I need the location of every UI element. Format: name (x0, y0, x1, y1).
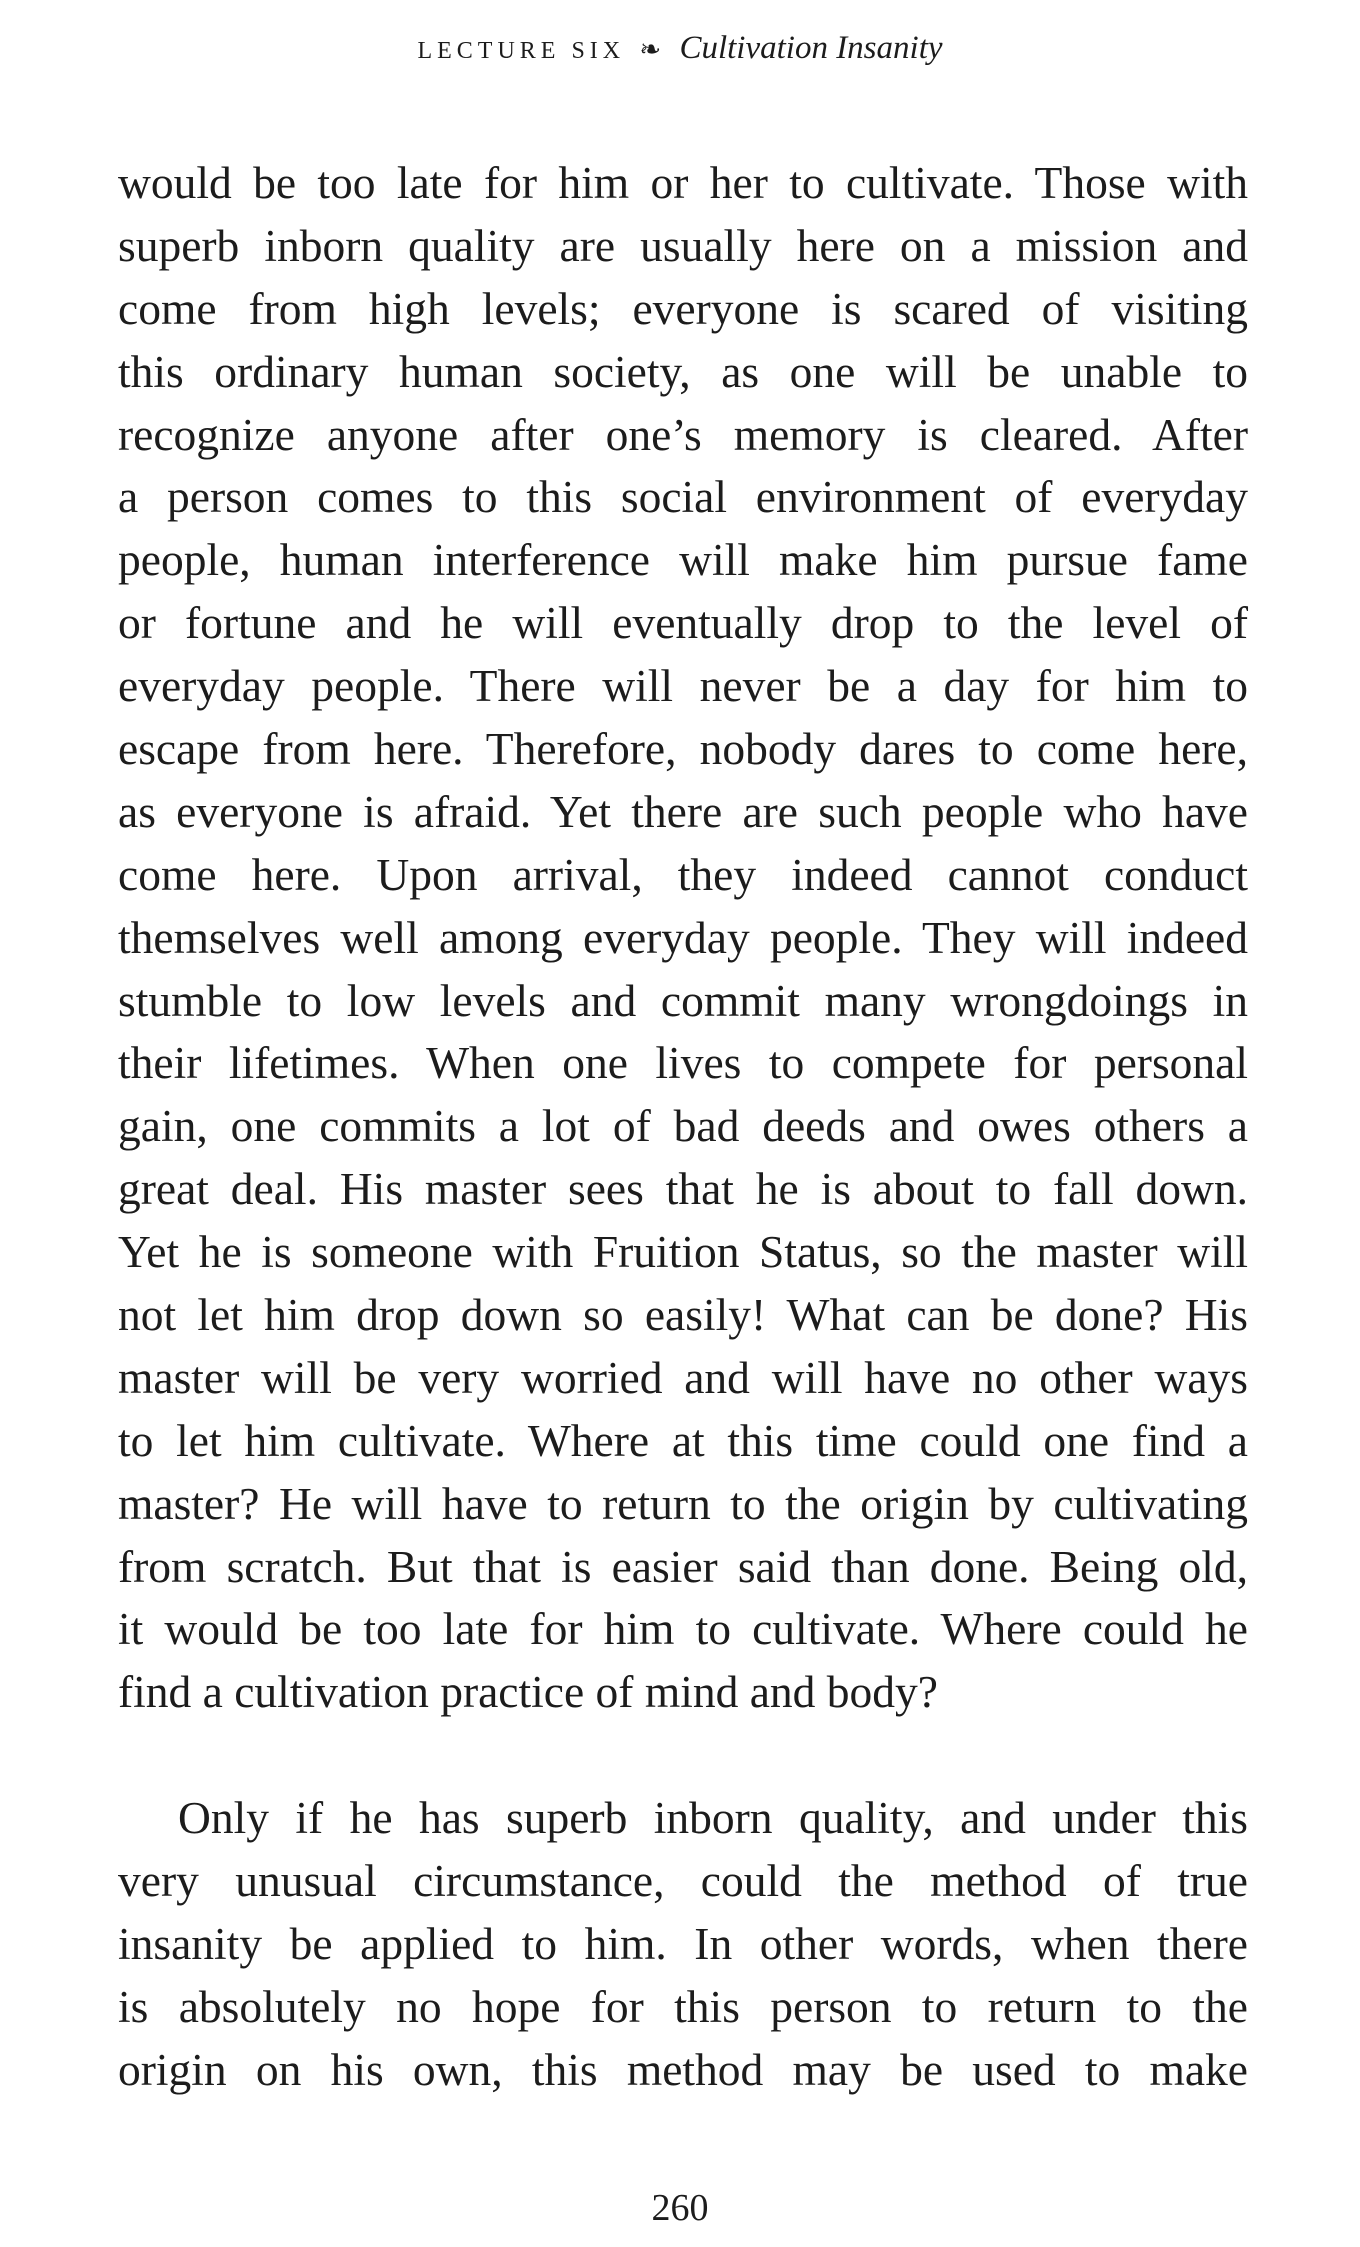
text-line: from scratch. But that is easier said than done. Being old, (118, 1540, 1248, 1592)
text-line: a person comes to this social environment of everyday (118, 471, 1248, 523)
text-line: as everyone is afraid. Yet there are such people who have (118, 785, 1248, 837)
text-line: master? He will have to return to the origin by cultivating (118, 1477, 1248, 1529)
text-line: not let him drop down so easily! What can be done? His (118, 1289, 1248, 1341)
text-line: people, human interference will make him pursue fame (118, 534, 1248, 586)
chapter-title: Cultivation Insanity (679, 30, 943, 66)
paragraph (118, 1787, 1248, 2101)
text-line: it would be too late for him to cultivate. Where could he (118, 1603, 1248, 1655)
text-line: Only if he has superb inborn quality, and under this (178, 1792, 1248, 1844)
page-number: 260 (651, 2187, 709, 2229)
text-line: come from high levels; everyone is scared of visiting (118, 282, 1248, 334)
text-line: is absolutely no hope for this person to return to the (118, 1980, 1248, 2032)
text-line: Yet he is someone with Fruition Status, so the master will (118, 1226, 1248, 1278)
text-line: master will be very worried and will have no other ways (118, 1351, 1248, 1403)
text-line: find a cultivation practice of mind and body? (118, 1666, 938, 1718)
paragraph (118, 152, 1248, 1724)
text-line: very unusual circumstance, could the method of true (118, 1855, 1248, 1907)
text-line: escape from here. Therefore, nobody dares to come here, (118, 723, 1248, 775)
running-head (0, 28, 1360, 71)
text-line: would be too late for him or her to cultivate. Those with (118, 157, 1248, 208)
text-line: recognize anyone after one’s memory is cleared. After (118, 408, 1248, 460)
text-line: themselves well among everyday people. They will indeed (118, 911, 1248, 963)
text-line: insanity be applied to him. In other words, when there (118, 1917, 1248, 1969)
text-line: their lifetimes. When one lives to compete for personal (118, 1037, 1248, 1089)
text-line: superb inborn quality are usually here on a mission and (118, 219, 1248, 271)
text-line: come here. Upon arrival, they indeed cannot conduct (118, 848, 1248, 900)
text-line: this ordinary human society, as one will be unable to (118, 345, 1248, 397)
text-line: or fortune and he will eventually drop to the level of (118, 597, 1248, 649)
fleuron-icon: ❧ (639, 35, 662, 64)
text-line: stumble to low levels and commit many wrongdoings in (118, 974, 1248, 1026)
text-line: gain, one commits a lot of bad deeds and owes others a (118, 1100, 1248, 1152)
text-line: everyday people. There will never be a day for him to (118, 660, 1248, 712)
text-line: origin on his own, this method may be used to make (118, 2043, 1248, 2095)
text-line: to let him cultivate. Where at this time could one find a (118, 1414, 1248, 1466)
body-text (118, 152, 1248, 2102)
paragraph-gap (118, 1724, 1248, 1787)
lecture-label: LECTURE SIX (417, 38, 626, 64)
text-line: great deal. His master sees that he is about to fall down. (118, 1163, 1248, 1215)
